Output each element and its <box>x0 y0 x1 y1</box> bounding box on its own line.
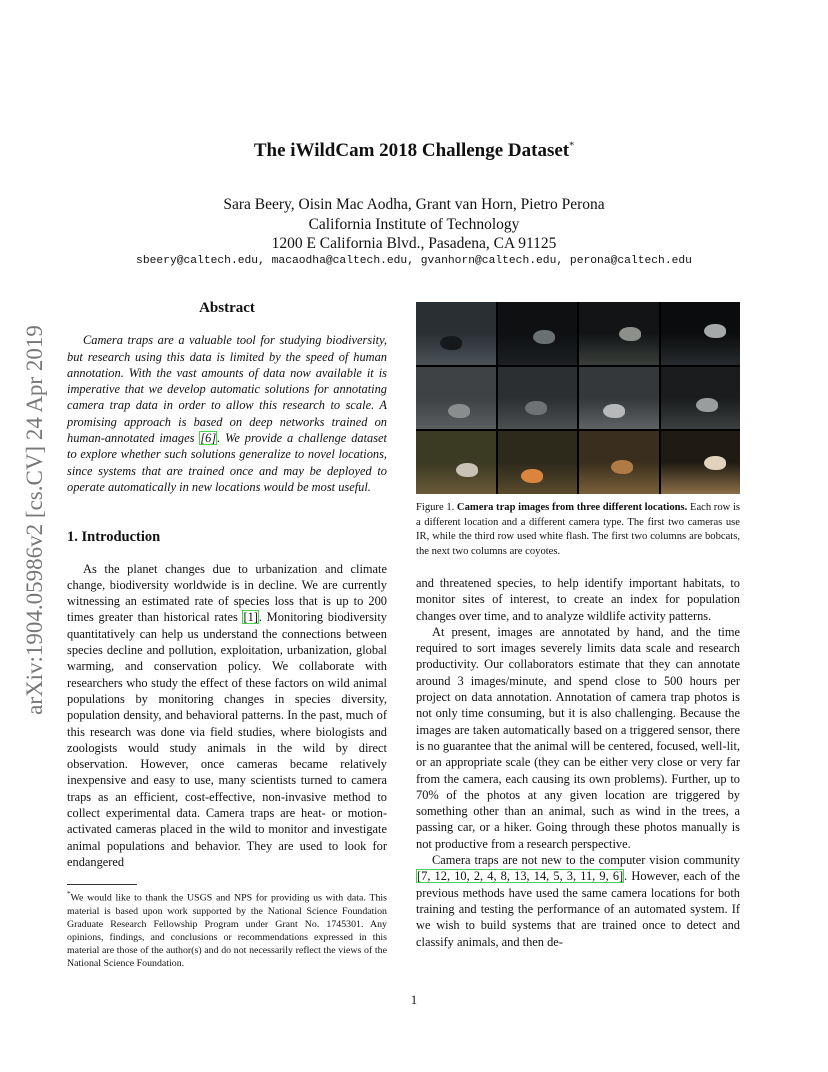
camera-trap-image <box>416 431 496 494</box>
animal-silhouette <box>704 324 726 338</box>
camera-trap-image <box>498 431 578 494</box>
caption-bold-text: Camera trap images from three different locations. <box>456 502 688 513</box>
body-paragraph: At present, images are annotated by hand, and the time required to sort images severely limits data scale and research productivity. Our collaborators estimate that they can annotate around 3 images/minute, and spend close to 500 hours per project on data annotation. Annotation of camera trap photos is not only time consuming, but it is also challenging. Because the images are taken automatically based on a triggered sensor, there is no guarantee that the animal will be centered, focused, well-lit, or an appropriate scale (they can be either very close or very far from the camera, each causing its own problems). Further, up to 70% of the photos at any given location are triggered by something other than an animal, such as wind in the trees, a passing car, or a hiker. Going through these photos manually is not productive from a research perspective. <box>416 624 740 851</box>
title-footnote-marker: * <box>569 140 575 152</box>
affiliation: California Institute of Technology <box>308 215 520 233</box>
camera-trap-image <box>416 367 496 430</box>
camera-trap-image <box>579 367 659 430</box>
figure-1-image-grid <box>416 302 740 494</box>
camera-trap-image <box>661 431 741 494</box>
arxiv-identifier: arXiv:1904.05986v2 [cs.CV] 24 Apr 2019 <box>22 325 47 715</box>
footnote <box>67 888 387 971</box>
animal-silhouette <box>704 456 726 470</box>
footnote-divider <box>67 884 137 885</box>
animal-silhouette <box>611 460 633 474</box>
body-paragraph: and threatened species, to help identify important habitats, to monitor sites of interest, to create an index for population changes over time, and to analyze wildlife activity patterns. <box>416 576 740 623</box>
abstract-text-part: Camera traps are a valuable tool for studying biodiversity, but research using this data is limited by the speed of human annotation. With the vast amounts of data now available it is imperative that we develop automatic solutions for annotating camera trap data in order to allow this research to scale. A promising approach is based on deep networks trained on human-annotated images <box>67 333 387 446</box>
caption-text: Each row is a different location and a different camera type. The first two cameras use IR, while the third row used white flash. The first two columns are bobcats, the next two columns are coyotes. <box>416 502 741 557</box>
citation-link[interactable]: [1] <box>243 610 258 625</box>
section-heading-introduction: 1. Introduction <box>67 529 161 546</box>
paragraph-text: . Monitoring biodiversity quantitatively can help us understand the connections between species decline and pollution, exploitation, urbanization, global warming, and conservation policy. We collaborate with researchers who study the effect of these factors on wild animal populations by monitoring changes in species diversity, population density, and behavioral patterns. In the past, much of this research was done via field studies, where biologists and zoologists would study animals in the wild by direct observation. However, once cameras became relatively inexpensive and easy to use, many scientists turned to camera traps as an efficient, cost-effective, non-invasive method to collect experimental data. Camera traps are heat- or motion-activated cameras placed in the wild to monitor and investigate animal populations and behavior. They are used to look for endangered <box>67 610 387 869</box>
right-column-text <box>416 575 740 950</box>
body-paragraph <box>416 852 740 950</box>
animal-silhouette <box>619 327 641 341</box>
camera-trap-image <box>579 431 659 494</box>
citation-links[interactable]: [7, 12, 10, 2, 4, 8, 13, 14, 5, 3, 11, 9, 6] <box>417 869 624 884</box>
footnote-text: We would like to thank the USGS and NPS for providing us with data. This material is based upon work supported by the National Science Foundation Graduate Research Fellowship Program under Grant No. 1745301. Any opinions, findings, and conclusions or recommendations expressed in this material are those of the author(s) and do not necessarily reflect the views of the National Science Foundation. <box>67 892 387 970</box>
citation-link[interactable]: [6] <box>200 431 217 446</box>
paper-title <box>0 140 828 162</box>
author-block <box>0 195 828 254</box>
paragraph-text: . However, each of the previous methods have used the same camera locations for both training and testing the performance of an automated system. If we wish to build systems that are trained once to detect and classify animals, and then de- <box>416 869 740 949</box>
abstract-text-part: . We provide a challenge dataset to explore whether such solutions generalize to novel locations, since systems that are trained once and may be deployed to operate automatically in new locations would be most useful. <box>67 431 388 494</box>
animal-silhouette <box>456 463 478 477</box>
camera-trap-image <box>416 302 496 365</box>
paragraph-text: As the planet changes due to urbanization and climate change, biodiversity worldwide is in decline. We are currently witnessing an estimated rate of species loss that is up to 200 times greater than historical rates <box>67 561 387 625</box>
abstract-text <box>67 332 387 495</box>
animal-silhouette <box>525 401 547 415</box>
introduction-paragraph <box>67 561 387 871</box>
animal-silhouette <box>533 330 555 344</box>
animal-silhouette <box>521 469 543 483</box>
left-column <box>67 300 387 870</box>
animal-silhouette <box>603 404 625 418</box>
camera-trap-image <box>579 302 659 365</box>
camera-trap-image <box>661 302 741 365</box>
footnote-marker: * <box>67 890 71 898</box>
animal-silhouette <box>696 398 718 412</box>
animal-silhouette <box>448 404 470 418</box>
author-emails: sbeery@caltech.edu, macaodha@caltech.edu, gvanhorn@caltech.edu, perona@caltech.edu <box>136 255 692 267</box>
title-text: The iWildCam 2018 Challenge Dataset <box>253 140 570 161</box>
page-number: 1 <box>410 993 418 1007</box>
paragraph-text: Camera traps are not new to the computer vision community <box>432 853 740 868</box>
animal-silhouette <box>440 336 462 350</box>
camera-trap-image <box>498 367 578 430</box>
camera-trap-image <box>661 367 741 430</box>
author-names: Sara Beery, Oisin Mac Aodha, Grant van Horn, Pietro Perona <box>223 196 605 213</box>
abstract-heading: Abstract <box>199 300 255 316</box>
caption-prefix: Figure 1. <box>416 502 457 513</box>
camera-trap-image <box>498 302 578 365</box>
figure-1-caption <box>416 501 740 559</box>
address: 1200 E California Blvd., Pasadena, CA 91125 <box>271 235 557 252</box>
